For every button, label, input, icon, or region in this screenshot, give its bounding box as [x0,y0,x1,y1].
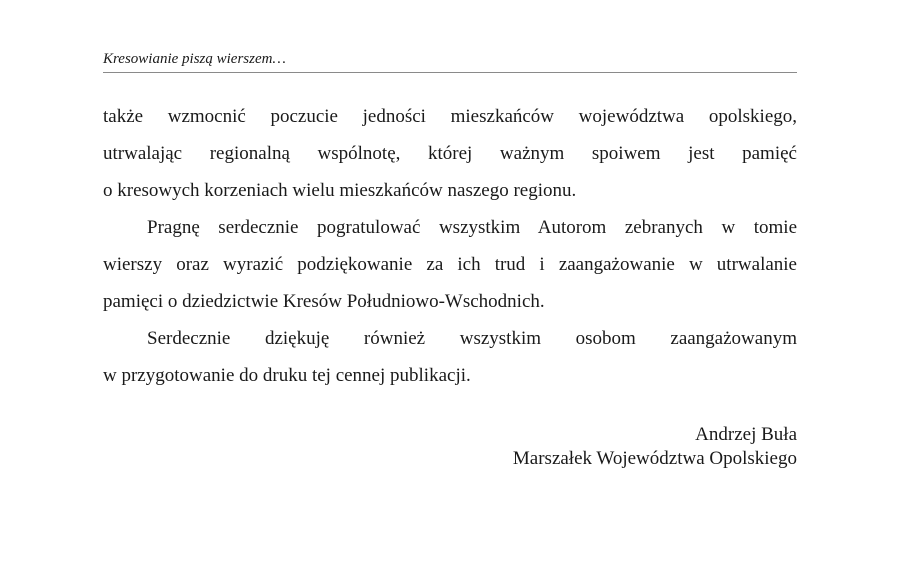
paragraph-line: wierszy oraz wyrazić podziękowanie za ich trud i zaangażowanie w utrwalanie [103,254,797,275]
running-header-title: Kresowianie piszą wierszem… [103,51,286,67]
paragraph-line: pamięci o dziedzictwie Kresów Południowo-Wschodnich. [103,291,545,312]
paragraph-line: w przygotowanie do druku tej cennej publikacji. [103,365,471,386]
signature-name: Andrzej Buła [695,424,797,445]
signature-position: Marszałek Województwa Opolskiego [512,448,797,469]
body-text [103,98,797,394]
paragraph-line: utrwalając regionalną wspólnotę, której ważnym spoiwem jest pamięć [103,143,797,164]
paragraph-line: także wzmocnić poczucie jedności mieszkańców województwa opolskiego, [103,106,797,127]
paragraph-line: Pragnę serdecznie pogratulować wszystkim Autorom zebranych w tomie [147,217,797,238]
paragraph-line: Serdecznie dziękuję również wszystkim osobom zaangażowanym [147,328,797,349]
running-header [103,48,797,73]
paragraph-line: o kresowych korzeniach wielu mieszkańców naszego regionu. [103,180,577,201]
signature-block [513,423,797,471]
document-page [103,0,797,588]
